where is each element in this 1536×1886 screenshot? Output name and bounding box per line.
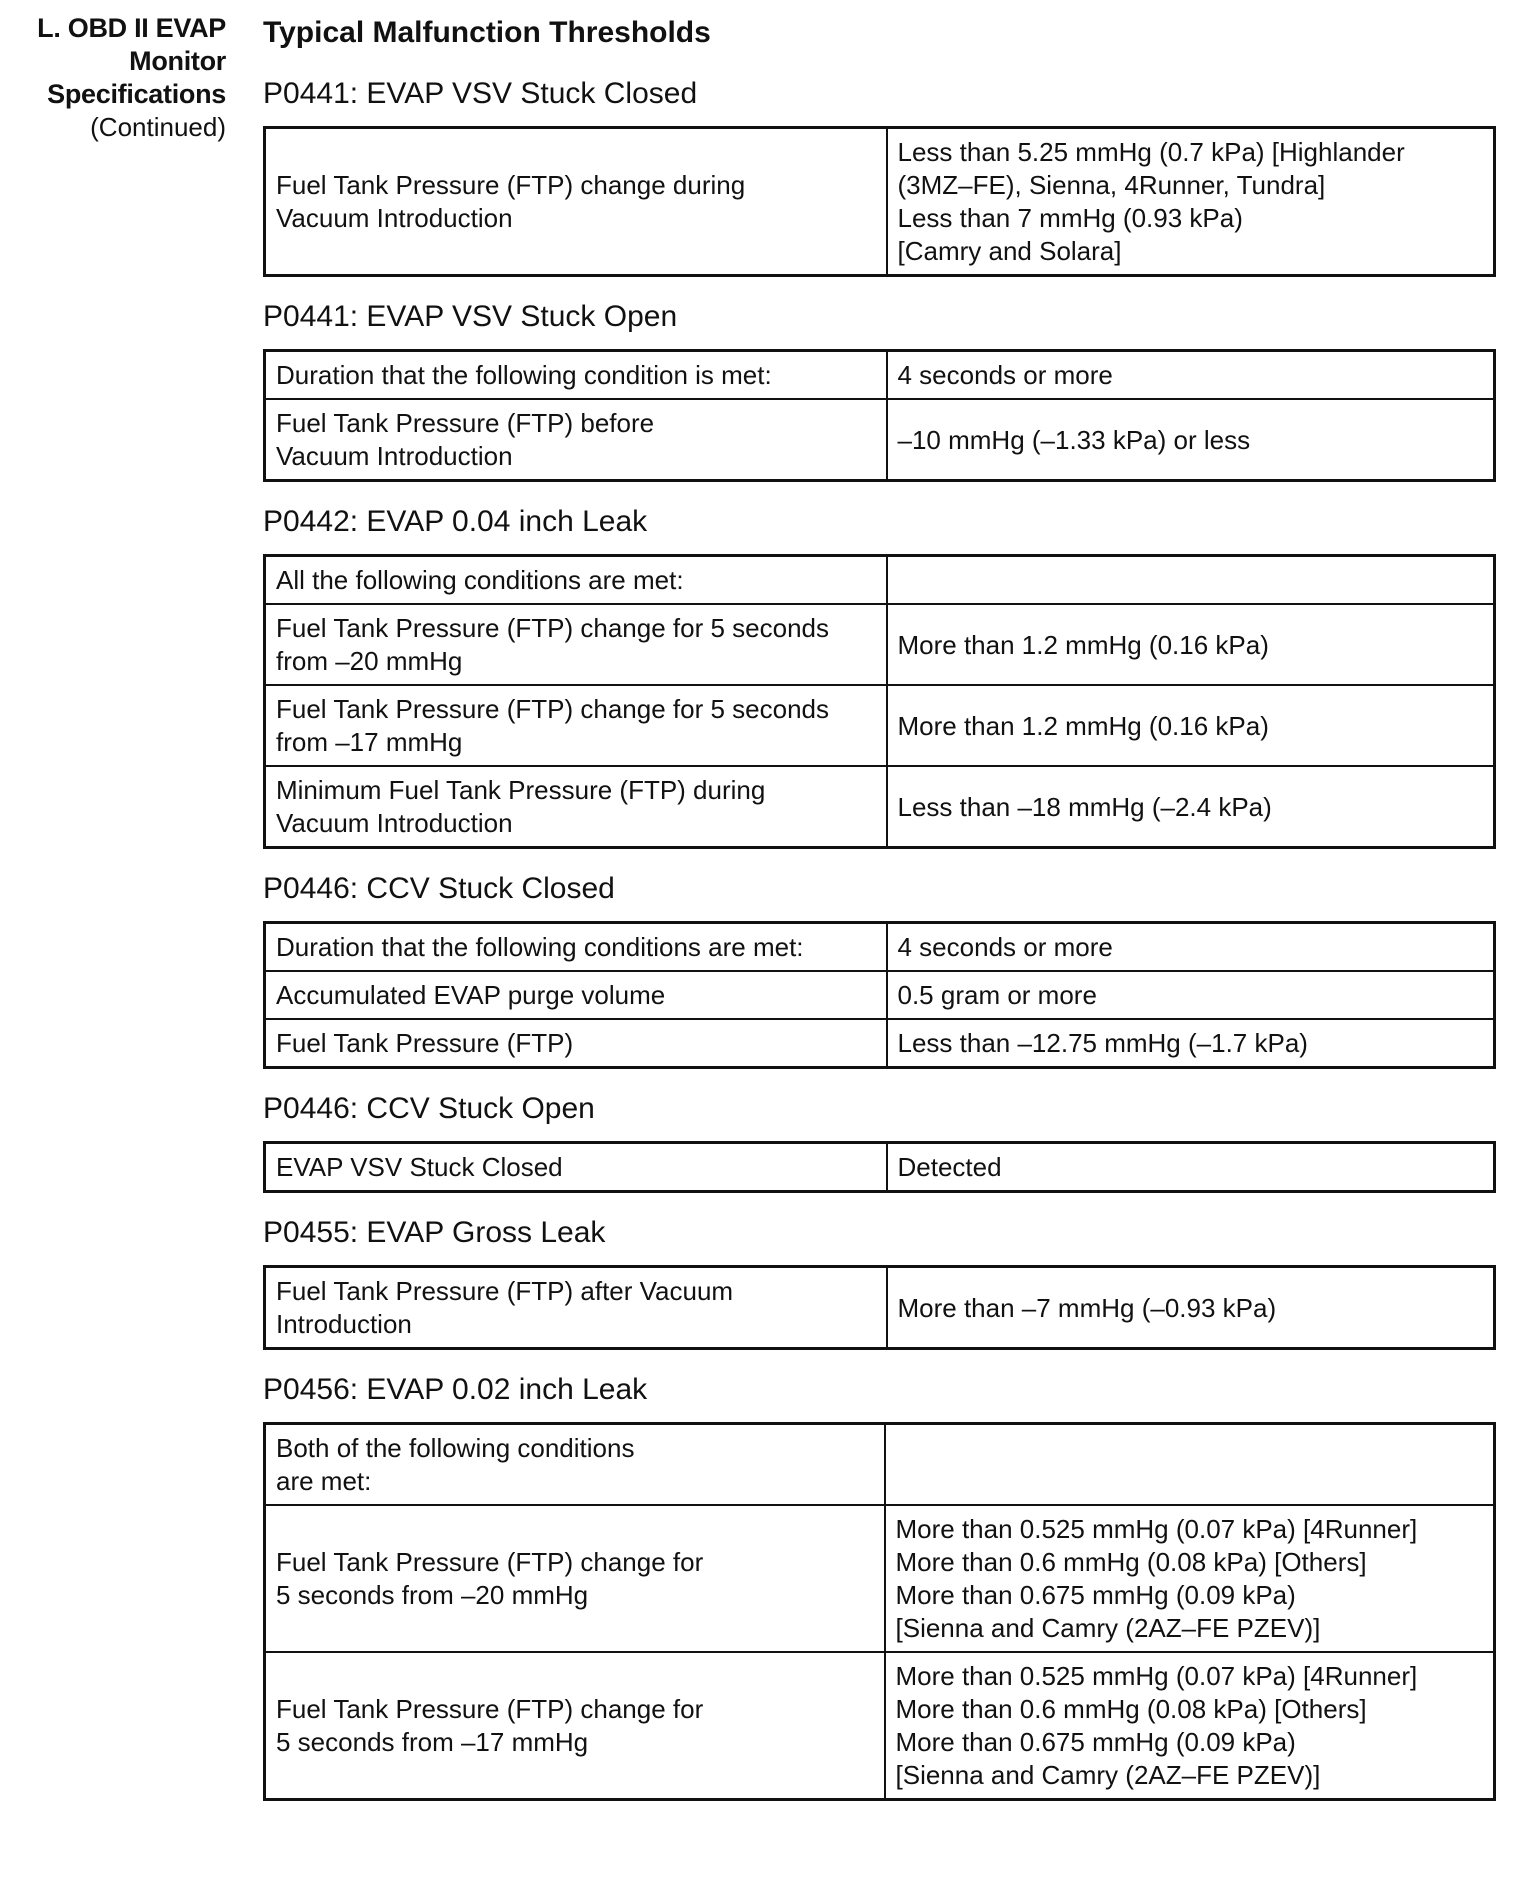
dtc-section	[263, 74, 1493, 277]
dtc-section	[263, 502, 1493, 849]
table-row	[265, 351, 1495, 400]
condition-cell: Fuel Tank Pressure (FTP) after Vacuum Introduction	[265, 1267, 887, 1349]
condition-cell: Fuel Tank Pressure (FTP) change for 5 seconds from –20 mmHg	[265, 1505, 885, 1652]
threshold-cell: More than 1.2 mmHg (0.16 kPa)	[887, 604, 1495, 685]
table-row	[265, 1267, 1495, 1349]
threshold-cell: –10 mmHg (–1.33 kPa) or less	[887, 399, 1495, 481]
threshold-table	[263, 1265, 1496, 1350]
section-label	[0, 12, 226, 144]
threshold-table	[263, 349, 1496, 482]
threshold-table	[263, 921, 1496, 1069]
table-row	[265, 1652, 1495, 1800]
dtc-section	[263, 1213, 1493, 1350]
condition-cell: Both of the following conditions are met:	[265, 1424, 885, 1506]
threshold-cell: Less than –12.75 mmHg (–1.7 kPa)	[887, 1019, 1495, 1068]
threshold-cell	[887, 556, 1495, 605]
threshold-cell: Detected	[887, 1143, 1495, 1192]
section-subtitle: (Continued)	[90, 112, 226, 142]
table-row	[265, 1505, 1495, 1652]
dtc-section	[263, 1089, 1493, 1193]
threshold-table	[263, 554, 1496, 849]
condition-cell: Fuel Tank Pressure (FTP)	[265, 1019, 887, 1068]
dtc-title: P0446: CCV Stuck Open	[263, 1092, 595, 1125]
table-row	[265, 1424, 1495, 1506]
condition-cell: Fuel Tank Pressure (FTP) change during Vacuum Introduction	[265, 128, 887, 276]
threshold-cell: 4 seconds or more	[887, 923, 1495, 972]
threshold-cell: More than 1.2 mmHg (0.16 kPa)	[887, 685, 1495, 766]
threshold-cell: Less than 5.25 mmHg (0.7 kPa) [Highlander (3MZ–FE), Sienna, 4Runner, Tundra] Less than 7 mmHg (0.93 kPa) [Camry and Solara]	[887, 128, 1495, 276]
condition-cell: EVAP VSV Stuck Closed	[265, 1143, 887, 1192]
dtc-section	[263, 869, 1493, 1069]
threshold-cell: 0.5 gram or more	[887, 971, 1495, 1019]
condition-cell: Fuel Tank Pressure (FTP) change for 5 seconds from –17 mmHg	[265, 685, 887, 766]
condition-cell: Duration that the following conditions are met:	[265, 923, 887, 972]
condition-cell: All the following conditions are met:	[265, 556, 887, 605]
threshold-sections	[263, 74, 1493, 1801]
table-row	[265, 1143, 1495, 1192]
dtc-section	[263, 1370, 1493, 1801]
dtc-title: P0441: EVAP VSV Stuck Open	[263, 300, 678, 333]
threshold-cell: More than 0.525 mmHg (0.07 kPa) [4Runner] More than 0.6 mmHg (0.08 kPa) [Others] More than 0.675 mmHg (0.09 kPa) [Sienna and Camry (2AZ–FE PZEV)]	[885, 1652, 1495, 1800]
table-row	[265, 556, 1495, 605]
condition-cell: Duration that the following condition is met:	[265, 351, 887, 400]
threshold-table	[263, 1141, 1496, 1193]
threshold-cell: More than –7 mmHg (–0.93 kPa)	[887, 1267, 1495, 1349]
table-row	[265, 923, 1495, 972]
threshold-cell: Less than –18 mmHg (–2.4 kPa)	[887, 766, 1495, 848]
threshold-cell: More than 0.525 mmHg (0.07 kPa) [4Runner] More than 0.6 mmHg (0.08 kPa) [Others] More than 0.675 mmHg (0.09 kPa) [Sienna and Camry (2AZ–FE PZEV)]	[885, 1505, 1495, 1652]
threshold-table	[263, 1422, 1496, 1801]
table-row	[265, 1019, 1495, 1068]
threshold-table	[263, 126, 1496, 277]
threshold-cell: 4 seconds or more	[887, 351, 1495, 400]
dtc-title: P0442: EVAP 0.04 inch Leak	[263, 505, 648, 538]
main-content	[263, 12, 1493, 1801]
condition-cell: Fuel Tank Pressure (FTP) before Vacuum Introduction	[265, 399, 887, 481]
section-title: L. OBD II EVAP Monitor Specifications	[37, 13, 226, 109]
threshold-cell	[885, 1424, 1495, 1506]
table-row	[265, 128, 1495, 276]
condition-cell: Fuel Tank Pressure (FTP) change for 5 seconds from –20 mmHg	[265, 604, 887, 685]
table-row	[265, 971, 1495, 1019]
dtc-section	[263, 297, 1493, 482]
table-row	[265, 685, 1495, 766]
table-row	[265, 604, 1495, 685]
dtc-title: P0455: EVAP Gross Leak	[263, 1216, 606, 1249]
page-heading: Typical Malfunction Thresholds	[263, 16, 711, 49]
dtc-title: P0441: EVAP VSV Stuck Closed	[263, 77, 698, 110]
condition-cell: Minimum Fuel Tank Pressure (FTP) during Vacuum Introduction	[265, 766, 887, 848]
dtc-title: P0456: EVAP 0.02 inch Leak	[263, 1373, 648, 1406]
condition-cell: Fuel Tank Pressure (FTP) change for 5 seconds from –17 mmHg	[265, 1652, 885, 1800]
condition-cell: Accumulated EVAP purge volume	[265, 971, 887, 1019]
dtc-title: P0446: CCV Stuck Closed	[263, 872, 615, 905]
table-row	[265, 766, 1495, 848]
table-row	[265, 399, 1495, 481]
